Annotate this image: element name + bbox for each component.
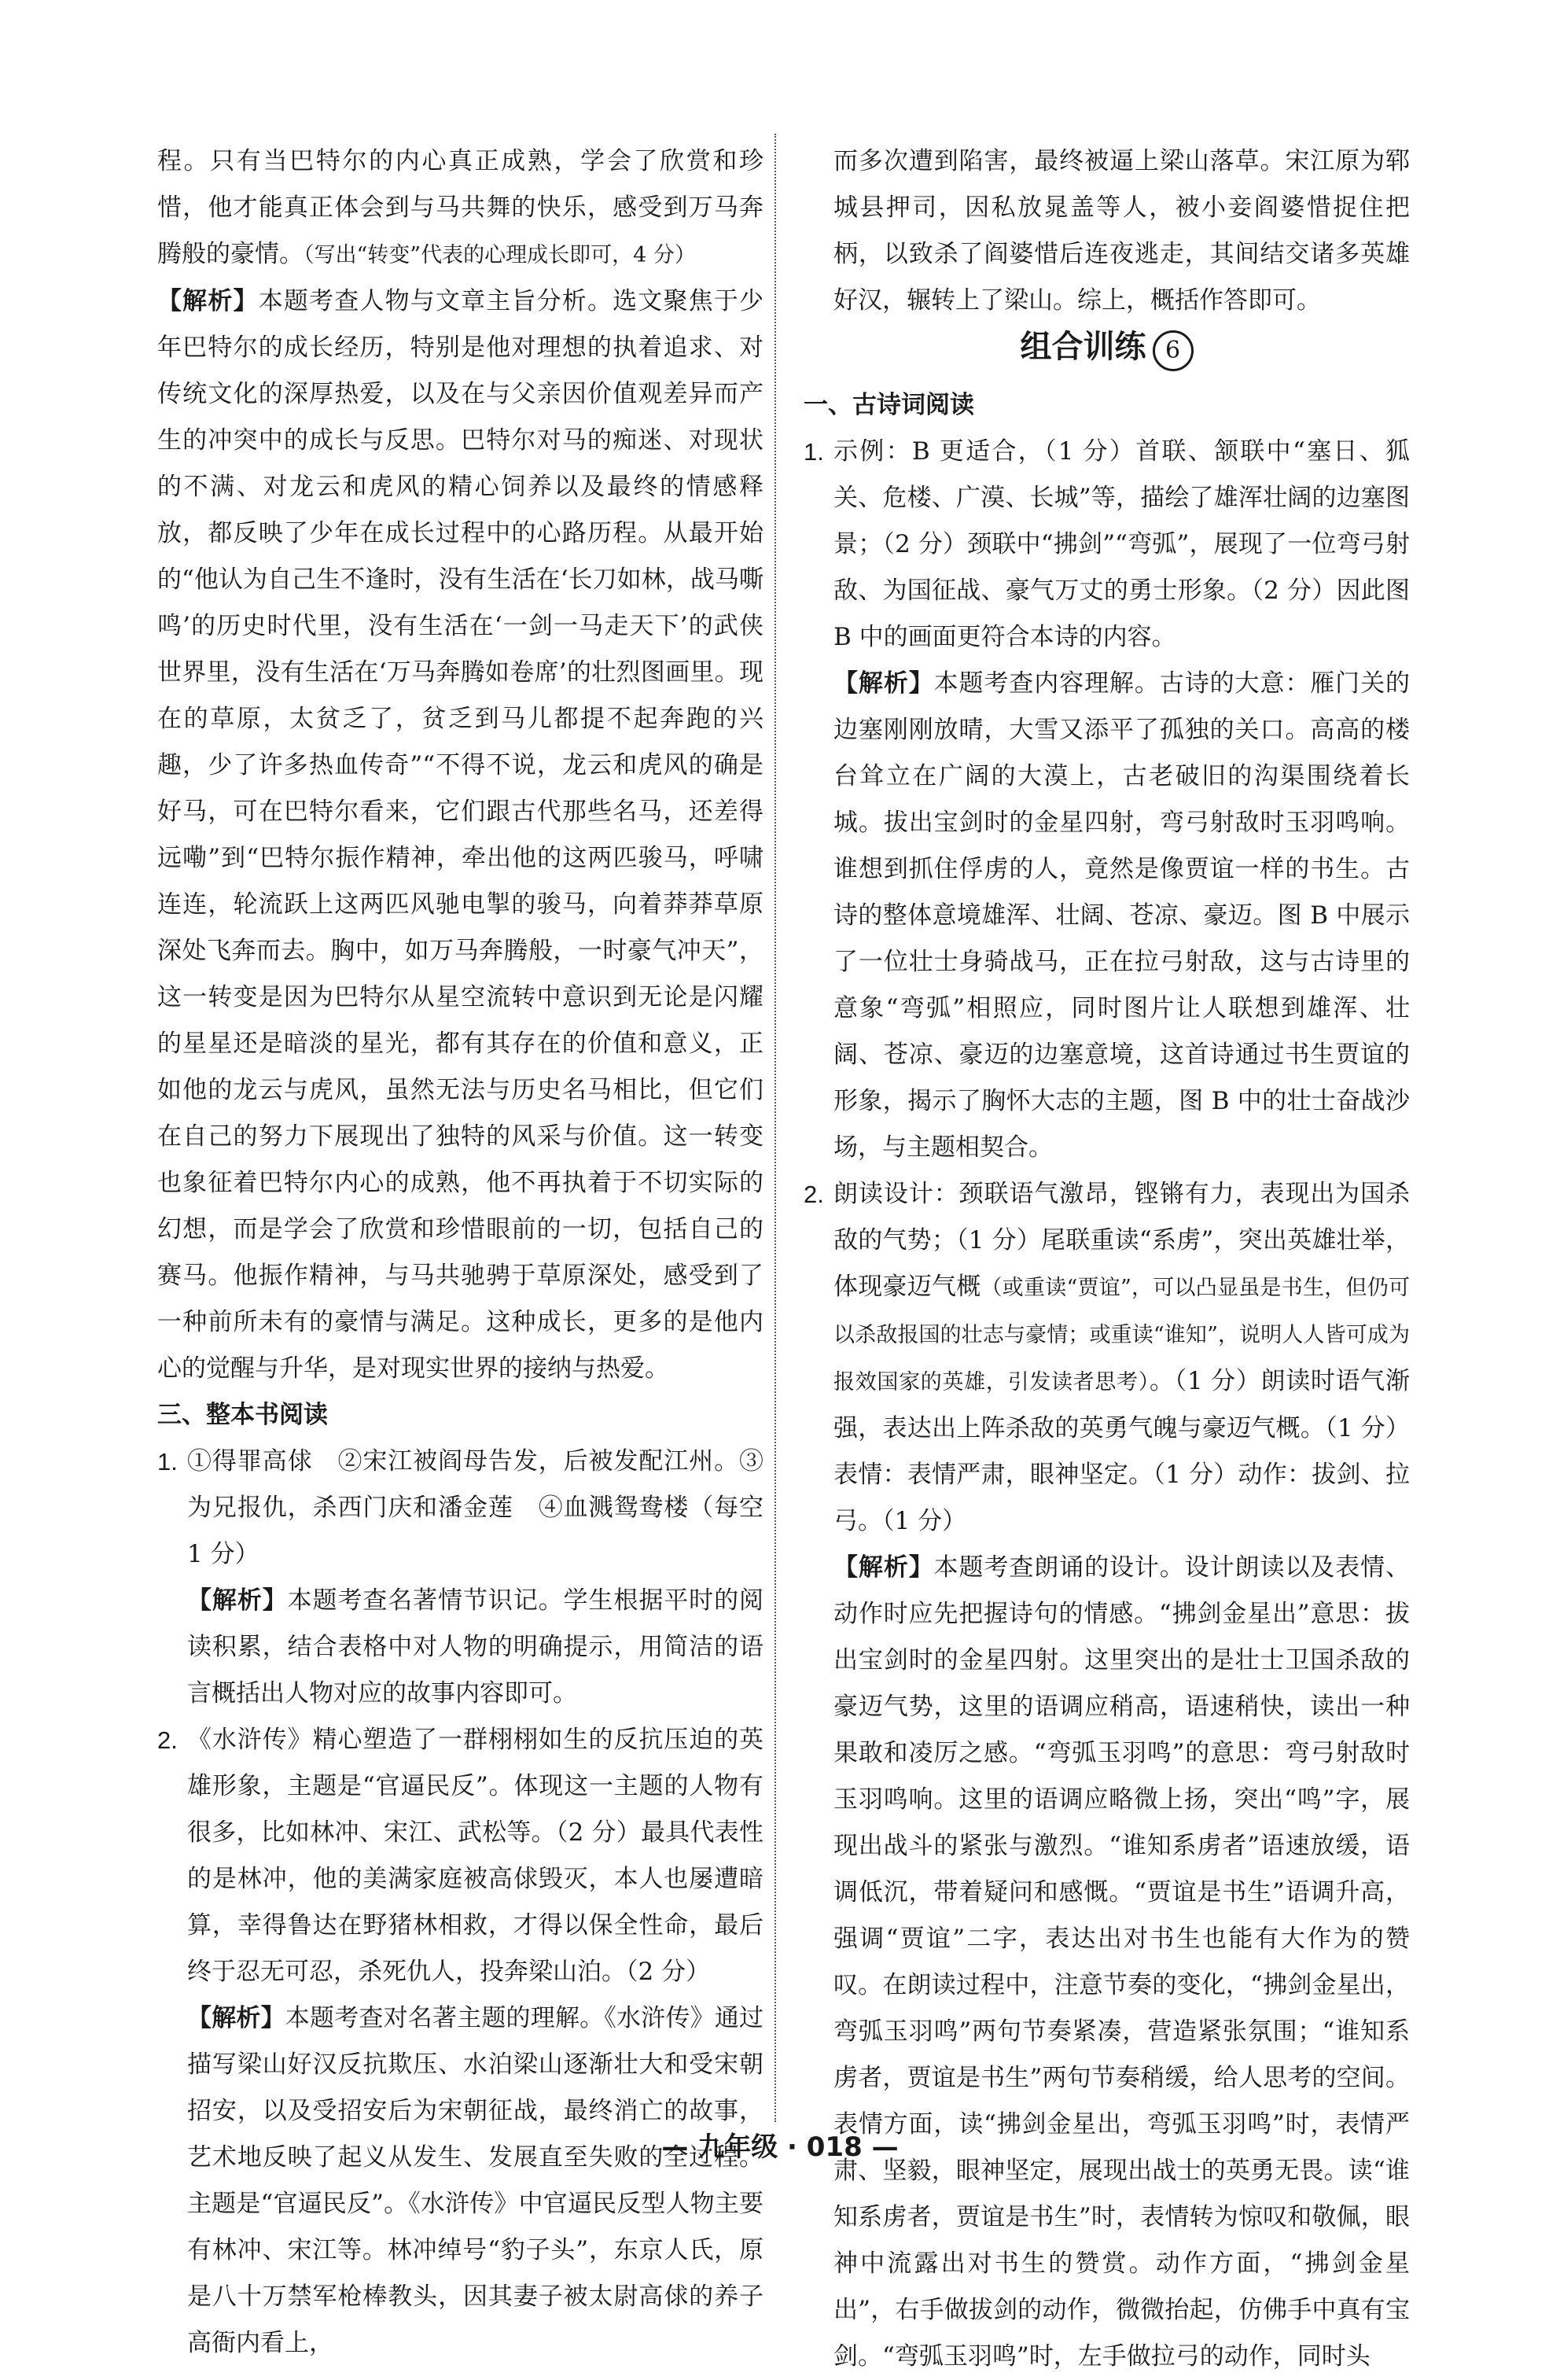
question-1-answer: ①得罪高俅 ②宋江被阎母告发，后被发配江州。③为兄报仇，杀西门庆和潘金莲 ④血溅鸳鸯楼（每空 1 分） [187, 1447, 763, 1568]
page-title: 组合训练 [1020, 329, 1146, 365]
question-2 [157, 1717, 763, 2367]
question-2-answer: 《水浒传》精心塑造了一群栩栩如生的反抗压迫的英雄形象，主题是“官逼民反”。体现这一主题的人物有很多，比如林冲、宋江、武松等。（2 分）最具代表性的是林冲，他的美满家庭被高俅毁灭，本人也屡遭暗算，幸得鲁达在野猪林相救，才得以保全性命，最后终于忍无可忍，杀死仇人，投奔梁山泊。（2 分） [187, 1726, 763, 1986]
question-2-answer: 朗读设计：颈联语气激昂，铿锵有力，表现出为国杀敌的气势；（1 分）尾联重读“系虏”，突出英雄壮举，体现豪迈气概（或重读“贾谊”，可以凸显虽是书生，但仍可以杀敌报国的壮志与豪情；或重读“谁知”，说明人人皆可成为报效国家的英雄，引发读者思考）。（1 分）朗读时语气渐强，表达出上阵杀敌的英勇气魄与豪迈气概。（1 分）表情：表情严肃，眼神坚定。（1 分）动作：拔剑、拉弓。（1 分） [833, 1179, 1411, 1535]
right-column [804, 138, 1410, 2380]
question-number: 1. [157, 1448, 178, 1476]
column-divider [774, 134, 776, 2122]
section-title-block [804, 321, 1410, 374]
analysis-continuation: 而多次遭到陷害，最终被逼上梁山落草。宋江原为郓城县押司，因私放晁盖等人，被小妾阎婆惜捉住把柄，以致杀了阎婆惜后连夜逃走，其间结交诸多英雄好汉，辗转上了梁山。综上，概括作答即可。 [833, 147, 1410, 315]
question-1-analysis: 【解析】本题考查名著情节识记。学生根据平时的阅读积累，结合表格中对人物的明确提示，用简洁的语言概括出人物对应的故事内容即可。 [187, 1586, 764, 1708]
question-1-analysis: 【解析】本题考查内容理解。古诗的大意：雁门关的边塞刚刚放晴，大雪又添平了孤独的关口。高高的楼台耸立在广阔的大漠上，古老破旧的沟渠围绕着长城。拔出宝剑时的金星四射，弯弓射敌时玉羽鸣响。谁想到抓住俘虏的人，竟然是像贾谊一样的书生。古诗的整体意境雄浑、壮阔、苍凉、豪迈。图 B 中展示了一位壮士身骑战马，正在拉弓射敌，这与古诗里的意象“弯弧”相照应，同时图片让人联想到雄浑、壮阔、苍凉、豪迈的边塞意境，这首诗通过书生贾谊的形象，揭示了胸怀大志的主题，图 B 中的壮士奋战沙场，与主题相契合。 [833, 669, 1411, 1162]
score-note: （写出“转变”代表的心理成长即可，4 分） [304, 243, 696, 267]
alternative-note: （或重读“贾谊”，可以凸显虽是书生，但仍可以杀敌报国的壮志与豪情；或重读“谁知”，说明人人皆可成为报效国家的英雄，引发读者思考） [833, 1275, 1411, 1394]
question-number: 2. [157, 1726, 178, 1754]
answer-continuation: 程。只有当巴特尔的内心真正成熟，学会了欣赏和珍惜，他才能真正体会到与马共舞的快乐，感受到万马奔腾般的豪情。（写出“转变”代表的心理成长即可，4 分） [157, 147, 763, 268]
question-number: 2. [804, 1180, 824, 1208]
question-2-analysis: 【解析】本题考查朗诵的设计。设计朗读以及表情、动作时应先把握诗句的情感。“拂剑金星出”意思：拔出宝剑时的金星四射。这里突出的是壮士卫国杀敌的豪迈气势，这里的语调应稍高，语速稍快，读出一种果敢和凌厉之感。“弯弧玉羽鸣”的意思：弯弓射敌时玉羽鸣响。这里的语调应略微上扬，突出“鸣”字，展现出战斗的紧张与激烈。“谁知系虏者”语速放缓，语调低沉，带着疑问和感慨。“贾谊是书生”语调升高，强调“贾谊”二字，表达出对书生也能有大作为的赞叹。在朗读过程中，注意节奏的变化，“拂剑金星出，弯弧玉羽鸣”两句节奏紧凑，营造紧张氛围；“谁知系虏者，贾谊是书生”两句节奏稍缓，给人思考的空间。表情方面，读“拂剑金星出，弯弧玉羽鸣”时，表情严肃、坚毅，眼神坚定，展现出战士的英勇无畏。读“谁知系虏者，贾谊是书生”时，表情转为惊叹和敬佩，眼神中流露出对书生的赞赏。动作方面，“拂剑金星出”，右手做拔剑的动作，微微抬起，仿佛手中真有宝剑。“弯弧玉羽鸣”时，左手做拉弓的动作，同时头 [833, 1553, 1411, 2371]
left-column [157, 138, 763, 2367]
question-number: 1. [804, 437, 824, 466]
question-2 [804, 1171, 1410, 2380]
analysis-tag: 【解析】 [833, 1553, 934, 1582]
section-heading-poetry: 一、古诗词阅读 [804, 390, 974, 419]
analysis-tag: 【解析】 [187, 1586, 288, 1615]
section-heading-whole-book: 三、整本书阅读 [157, 1401, 328, 1429]
circled-number-badge: 6 [1153, 330, 1194, 371]
analysis-tag: 【解析】 [187, 2004, 285, 2032]
analysis-tag: 【解析】 [157, 287, 259, 315]
analysis-paragraph: 【解析】本题考查人物与文章主旨分析。选文聚焦于少年巴特尔的成长经历，特别是他对理想的执着追求、对传统文化的深厚热爱，以及在与父亲因价值观差异而产生的冲突中的成长与反思。巴特尔对马的痴迷、对现状的不满、对龙云和虎风的精心饲养以及最终的情感释放，都反映了少年在成长过程中的心路历程。从最开始的“他认为自己生不逢时，没有生活在‘长刀如林，战马嘶鸣’的历史时代里，没有生活在‘一剑一马走天下’的武侠世界里，没有生活在‘万马奔腾如卷席’的壮烈图画里。现在的草原，太贫乏了，贫乏到马儿都提不起奔跑的兴趣，少了许多热血传奇”“不得不说，龙云和虎风的确是好马，可在巴特尔看来，它们跟古代那些名马，还差得远嘞”到“巴特尔振作精神，牵出他的这两匹骏马，呼啸连连，轮流跃上这两匹风驰电掣的骏马，向着莽莽草原深处飞奔而去。胸中，如万马奔腾般，一时豪气冲天”，这一转变是因为巴特尔从星空流转中意识到无论是闪耀的星星还是暗淡的星光，都有其存在的价值和意义，正如他的龙云与虎风，虽然无法与历史名马相比，但它们在自己的努力下展现出了独特的风采与价值。这一转变也象征着巴特尔内心的成熟，他不再执着于不切实际的幻想，而是学会了欣赏和珍惜眼前的一切，包括自己的赛马。他振作精神，与马共驰骋于草原深处，感受到了一种前所未有的豪情与满足。这种成长，更多的是他内心的觉醒与升华，是对现实世界的接纳与热爱。 [157, 287, 764, 1383]
question-1 [157, 1439, 763, 1717]
analysis-tag: 【解析】 [833, 669, 934, 698]
question-1 [804, 429, 1410, 1171]
question-2-analysis: 【解析】本题考查对名著主题的理解。《水浒传》通过描写梁山好汉反抗欺压、水泊梁山逐渐壮大和受宋朝招安，以及受招安后为宋朝征战，最终消亡的故事，艺术地反映了起义从发生、发展直至失败的全过程。主题是“官逼民反”。《水浒传》中官逼民反型人物主要有林冲、宋江等。林冲绰号“豹子头”，东京人氏，原是八十万禁军枪棒教头，因其妻子被太尉高俅的养子高衙内看上， [187, 2004, 764, 2357]
question-1-answer: 示例：B 更适合，（1 分）首联、颔联中“塞日、狐关、危楼、广漠、长城”等，描绘了雄浑壮阔的边塞图景；（2 分）颈联中“拂剑”“弯弧”，展现了一位弯弓射敌、为国征战、豪气万丈的勇士形象。（2 分）因此图 B 中的画面更符合本诗的内容。 [833, 437, 1410, 651]
page-footer: — 九年级 · 018 — [661, 2131, 899, 2163]
